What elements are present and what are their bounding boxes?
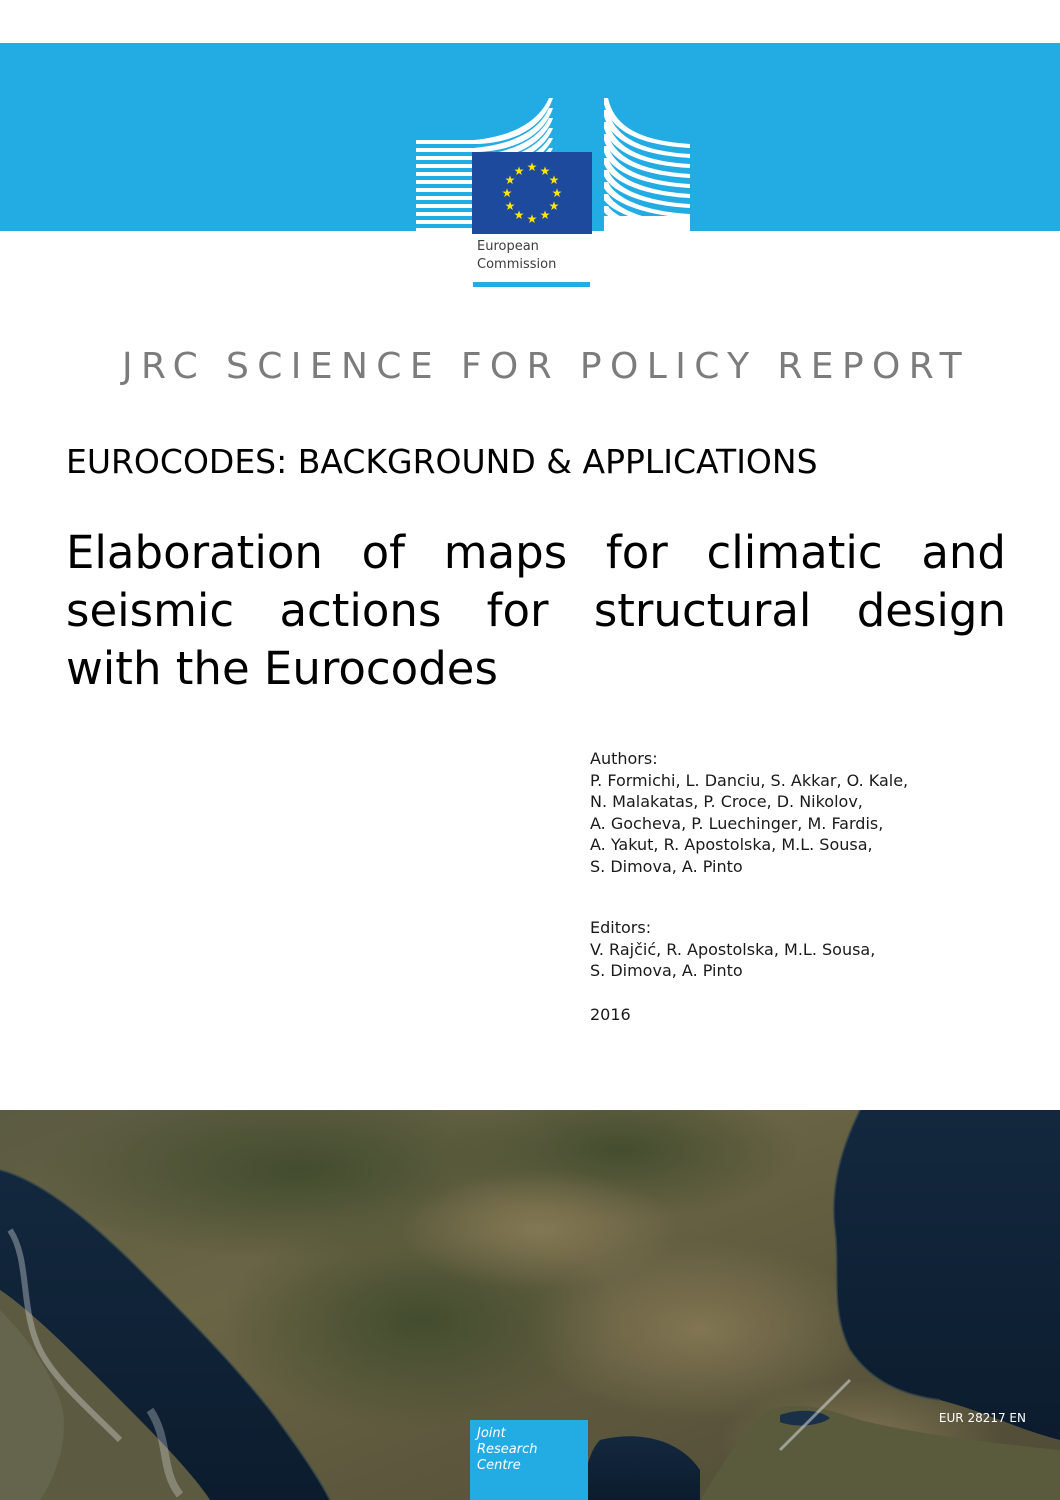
editor-line: S. Dimova, A. Pinto xyxy=(590,961,743,980)
report-series-heading: JRC SCIENCE FOR POLICY REPORT xyxy=(122,346,970,387)
svg-text:★: ★ xyxy=(504,173,516,187)
author-line: N. Malakatas, P. Croce, D. Nikolov, xyxy=(590,792,863,811)
title-line: Elaboration of maps for climatic and xyxy=(66,526,1006,579)
svg-text:★: ★ xyxy=(513,164,525,178)
jrc-logo-line: Joint xyxy=(477,1426,506,1441)
svg-text:★: ★ xyxy=(539,208,551,222)
ec-logo-text xyxy=(477,238,556,274)
title-line: seismic actions for structural design xyxy=(66,584,1006,637)
ec-logo-underline xyxy=(473,282,590,287)
svg-text:★: ★ xyxy=(551,186,563,200)
svg-text:★: ★ xyxy=(526,212,538,226)
author-line: P. Formichi, L. Danciu, S. Akkar, O. Kale, xyxy=(590,770,909,790)
eur-report-number: EUR 28217 EN xyxy=(938,1411,1026,1425)
authors-label: Authors: xyxy=(590,749,658,768)
jrc-logo-text xyxy=(477,1426,538,1474)
author-block xyxy=(590,748,1030,1025)
svg-text:★: ★ xyxy=(504,199,516,213)
ec-logo-line-1: European xyxy=(477,239,539,254)
svg-text:★: ★ xyxy=(501,186,513,200)
svg-text:★: ★ xyxy=(548,199,560,213)
series-title: EUROCODES: BACKGROUND & APPLICATIONS xyxy=(66,442,818,481)
svg-text:★: ★ xyxy=(539,164,551,178)
svg-text:★: ★ xyxy=(513,208,525,222)
svg-text:★: ★ xyxy=(548,173,560,187)
author-line: S. Dimova, A. Pinto xyxy=(590,856,743,876)
author-line: A. Gocheva, P. Luechinger, M. Fardis, xyxy=(590,813,884,833)
jrc-logo-line: Research xyxy=(477,1442,538,1457)
ec-logo-line-2: Commission xyxy=(477,257,557,272)
svg-text:★: ★ xyxy=(526,160,538,174)
title-line: with the Eurocodes xyxy=(66,642,498,695)
jrc-logo-line: Centre xyxy=(477,1458,521,1473)
publication-year: 2016 xyxy=(590,1004,631,1024)
building-right-icon xyxy=(604,98,690,236)
editor-line: V. Rajčić, R. Apostolska, M.L. Sousa, xyxy=(590,939,876,959)
editors-label: Editors: xyxy=(590,918,652,937)
document-title xyxy=(66,524,1006,698)
author-line: A. Yakut, R. Apostolska, M.L. Sousa, xyxy=(590,835,873,854)
